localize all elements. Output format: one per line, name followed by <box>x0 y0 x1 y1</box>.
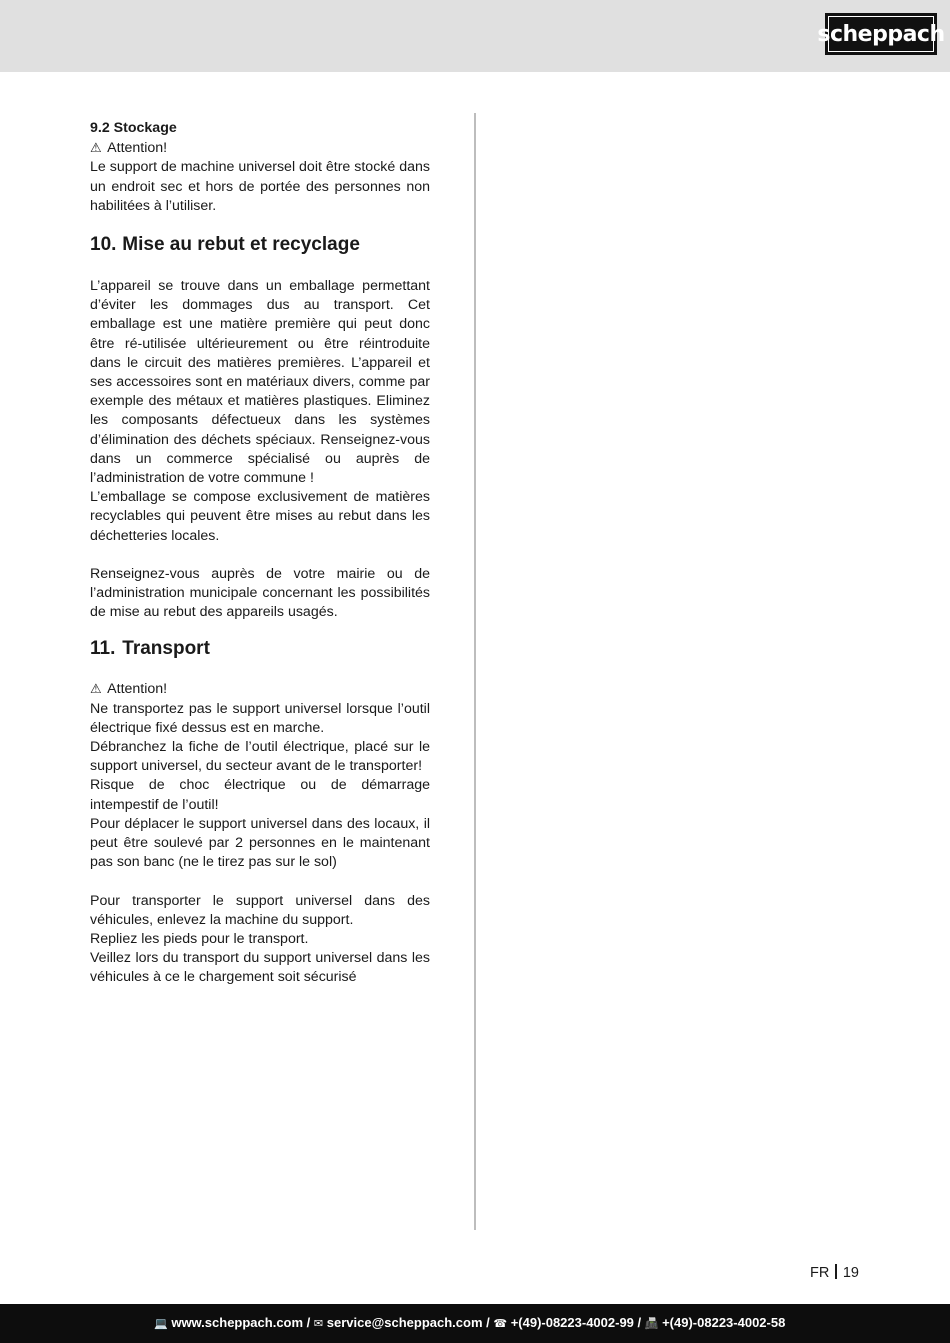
page-number-separator <box>835 1264 837 1279</box>
section-10-heading <box>90 233 430 257</box>
section-10-number: 10. <box>90 234 117 256</box>
phone-icon: ☎ <box>493 1317 508 1330</box>
fax-icon: 📠 <box>644 1317 659 1330</box>
section-11-number: 11. <box>90 638 116 660</box>
email-icon: ✉ <box>313 1317 324 1330</box>
footer-website-link[interactable]: www.scheppach.com <box>171 1315 304 1330</box>
attention-line <box>90 138 430 158</box>
disposal-paragraph-1: L’appareil se trouve dans un emballage permettant d’éviter les dommages dus au transport. Cet emballage est une matière première qui peut donc être ré-utilisée ultérieurement ou être réintroduite dans le circuit des matières premières. L’appareil et ses accessoires sont en matériaux divers, comme par exemple des métaux et matières plastiques. Eliminez les composants défectueux dans les systèmes d’élimination des déchets spéciaux. Renseignez-vous dans un commerce spécialisé ou auprès de l’administration de votre commune ! <box>90 278 430 487</box>
transport-line-7: Veillez lors du transport du support universel dans les véhicules à ce le chargement soit sécurisé <box>90 950 430 986</box>
transport-line-2: Débranchez la fiche de l’outil électrique, placé sur le support universel, du secteur avant de le transporter! <box>90 739 430 775</box>
header-band <box>0 0 950 72</box>
page-language: FR <box>810 1265 830 1281</box>
page-number-value: 19 <box>842 1265 859 1281</box>
footer-bar <box>0 1304 950 1343</box>
page-number <box>810 1264 859 1281</box>
column-divider <box>474 113 476 1230</box>
computer-icon: 💻 <box>154 1317 168 1330</box>
footer-fax: +(49)-08223-4002-58 <box>662 1315 786 1330</box>
section-11-heading <box>90 637 430 661</box>
transport-line-5: Pour transporter le support universel dans des véhicules, enlevez la machine du support. <box>90 892 430 928</box>
footer-email-link[interactable]: service@scheppach.com <box>326 1315 483 1330</box>
footer-contacts: 💻 www.scheppach.com / ✉ service@scheppach.com / ☎ +(49)-08223-4002-99 / 📠 +(49)-08223-4002-58 <box>154 1315 786 1330</box>
left-column <box>90 119 430 988</box>
warning-icon: ⚠ <box>90 681 102 697</box>
attention-label: Attention! <box>107 681 168 698</box>
transport-attention-line <box>90 679 430 699</box>
disposal-paragraph-2: L’emballage se compose exclusivement de matières recyclables qui peuvent être mises au rebut dans les déchetteries locales. <box>90 489 430 544</box>
section-9-2-title: 9.2 Stockage <box>90 120 177 136</box>
section-11-title: Transport <box>122 638 210 660</box>
attention-label: Attention! <box>107 140 168 157</box>
disposal-paragraph-3: Renseignez-vous auprès de votre mairie ou de l’administration municipale concernant les possibilités de mise au rebut des appareils usagés. <box>90 565 430 621</box>
warning-icon: ⚠ <box>90 140 102 156</box>
footer-phone: +(49)-08223-4002-99 <box>510 1315 634 1330</box>
section-10-title: Mise au rebut et recyclage <box>122 234 360 256</box>
scheppach-logo: scheppach <box>825 13 937 55</box>
transport-line-6: Repliez les pieds pour le transport. <box>90 930 309 947</box>
transport-line-4: Pour déplacer le support universel dans des locaux, il peut être soulevé par 2 personnes en le maintenant pas son banc (ne le tirez pas sur le sol) <box>90 815 430 871</box>
storage-text: Le support de machine universel doit être stocké dans un endroit sec et hors de portée des personnes non habilitées à l’utiliser. <box>90 159 430 214</box>
transport-line-3: Risque de choc électrique ou de démarrage intempestif de l’outil! <box>90 777 430 813</box>
transport-line-1: Ne transportez pas le support universel lorsque l’outil électrique fixé dessus est en marche. <box>90 700 430 736</box>
